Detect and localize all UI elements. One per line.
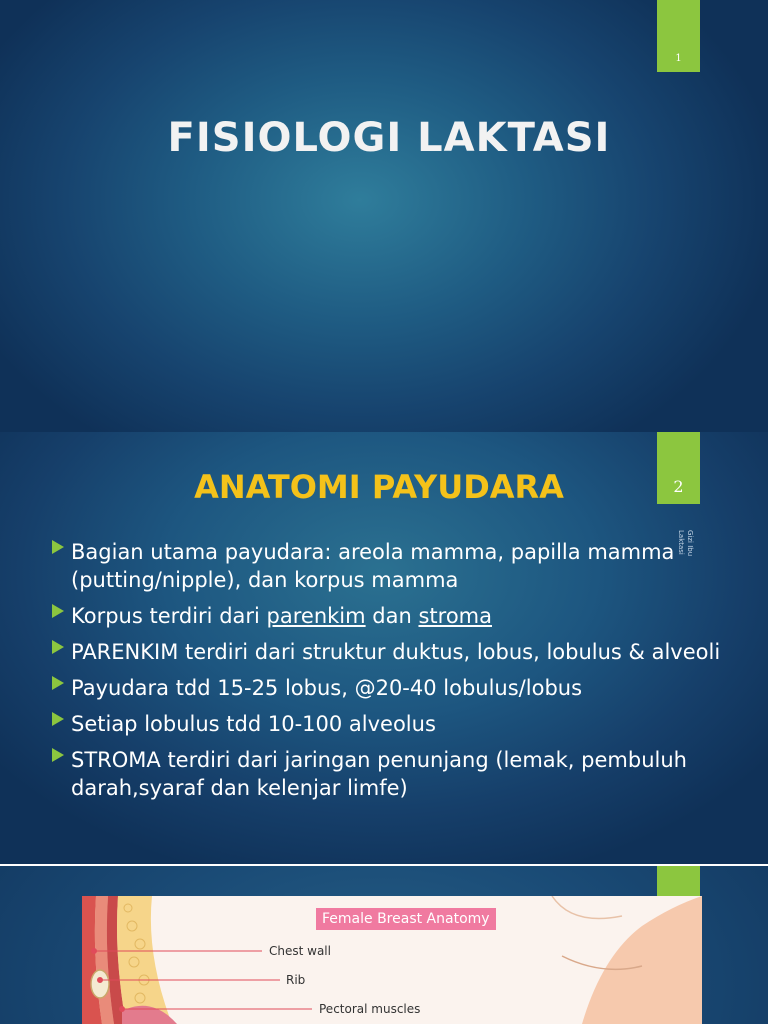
bullet-item — [52, 746, 742, 802]
label-pectoral-muscles: Pectoral muscles — [319, 1002, 421, 1016]
bullet-text-part: Bagian utama payudara: areola mamma, papilla mamma (putting/nipple), dan korpus mamma — [71, 540, 675, 592]
bullet-text-part: STROMA terdiri dari jaringan penunjang (lemak, pembuluh darah,syaraf dan kelenjar limfe) — [71, 748, 687, 800]
bullet-text — [71, 712, 436, 736]
slide-number: 1 — [675, 53, 682, 64]
bullet-text-part: Korpus terdiri dari — [71, 604, 267, 628]
slide-number-tab — [657, 866, 700, 897]
bullet-arrow-icon — [52, 604, 64, 618]
bullet-list — [52, 538, 742, 810]
bullet-text — [71, 540, 674, 592]
bullet-text — [71, 604, 492, 628]
bullet-text-part: PARENKIM terdiri dari struktur duktus, lobus, lobulus & alveoli — [71, 640, 721, 664]
underlined-term: stroma — [418, 604, 492, 628]
bullet-text — [71, 676, 582, 700]
label-rib: Rib — [286, 973, 306, 987]
slide-title: ANATOMI PAYUDARA — [194, 468, 564, 506]
slide-number: 2 — [673, 477, 684, 496]
anatomy-illustration — [82, 896, 702, 1024]
bullet-text-part: dan — [365, 604, 419, 628]
bullet-text — [71, 748, 687, 800]
bullet-text-part: Setiap lobulus tdd 10-100 alveolus — [71, 712, 436, 736]
side-note: Gizi Ibu Laktasi — [677, 530, 694, 557]
bullet-item — [52, 602, 742, 630]
slide-1 — [0, 0, 768, 432]
bullet-arrow-icon — [52, 748, 64, 762]
underlined-term: parenkim — [266, 604, 366, 628]
slide-number-tab — [657, 0, 700, 72]
slide-3 — [0, 866, 768, 1024]
bullet-item — [52, 674, 742, 702]
slide-2 — [0, 432, 768, 864]
slide-title: FISIOLOGI LAKTASI — [167, 115, 611, 161]
bullet-item — [52, 710, 742, 738]
bullet-arrow-icon — [52, 712, 64, 726]
anatomy-title: Female Breast Anatomy — [316, 908, 496, 930]
bullet-item — [52, 638, 742, 666]
bullet-arrow-icon — [52, 676, 64, 690]
bullet-text-part: Payudara tdd 15-25 lobus, @20-40 lobulus/lobus — [71, 676, 583, 700]
bullet-text — [71, 640, 720, 664]
bullet-arrow-icon — [52, 540, 64, 554]
bullet-arrow-icon — [52, 640, 64, 654]
label-chest-wall: Chest wall — [269, 944, 331, 958]
bullet-item — [52, 538, 742, 594]
